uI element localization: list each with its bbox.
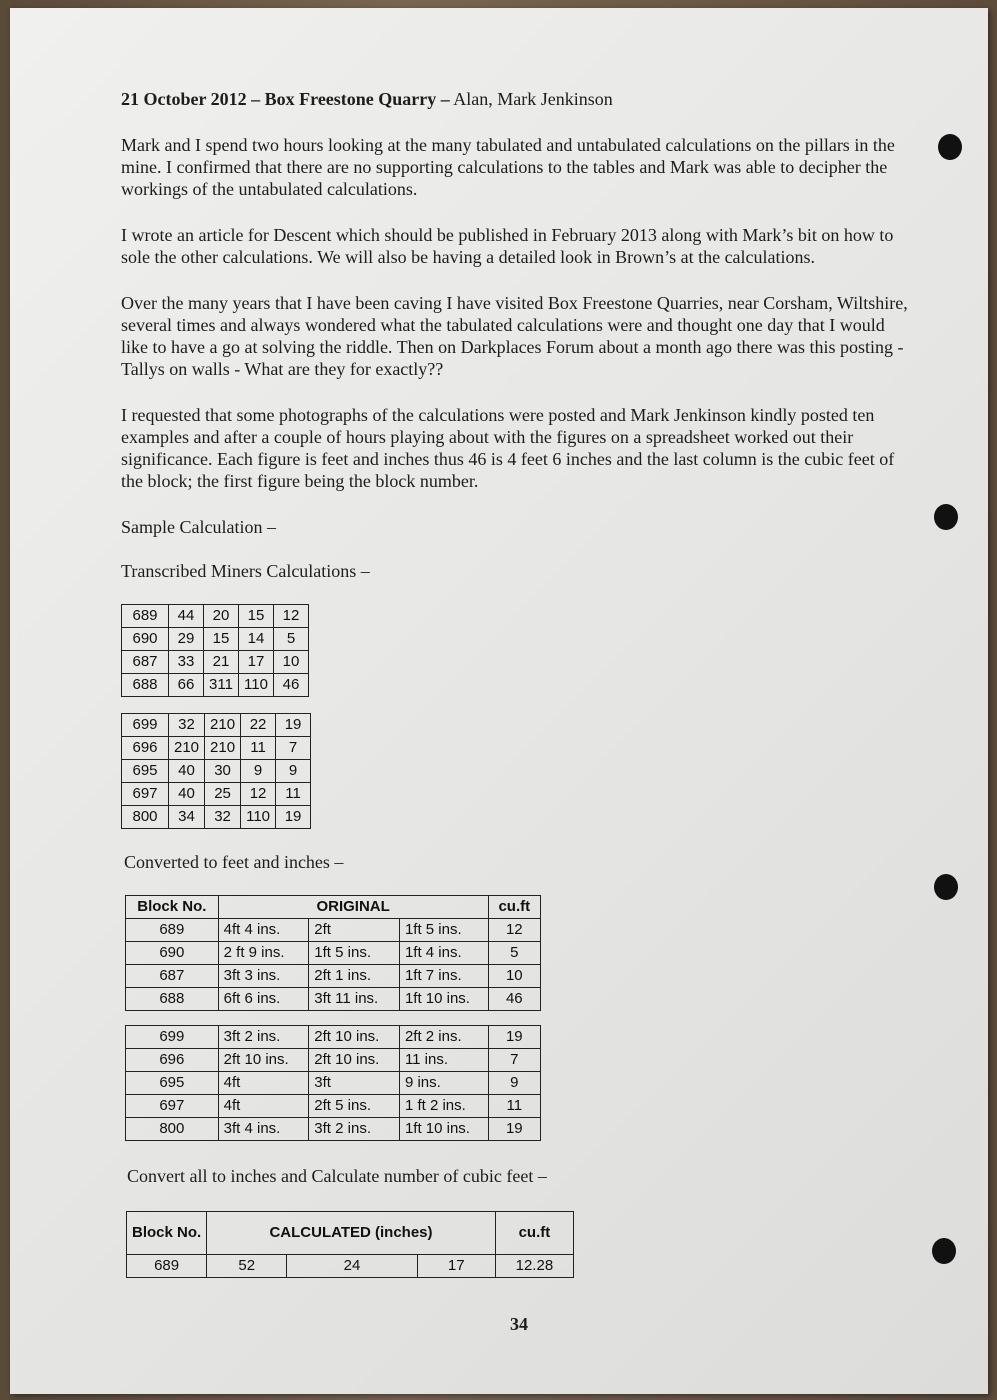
table-cell: 34 <box>169 806 205 829</box>
table-cell: 696 <box>122 737 169 760</box>
table-cell: 30 <box>205 760 241 783</box>
table-cell: 5 <box>488 942 540 965</box>
transcribed-table-1 <box>121 604 309 697</box>
table-cell: 15 <box>239 605 274 628</box>
table-cell: 1ft 5 ins. <box>399 919 488 942</box>
table-cell: 25 <box>205 783 241 806</box>
transcribed-calculations-label: Transcribed Miners Calculations – <box>121 561 370 581</box>
table-cell: 1ft 10 ins. <box>399 988 488 1011</box>
table-row <box>122 760 311 783</box>
table-cell: 800 <box>122 806 169 829</box>
table-cell: 688 <box>126 988 219 1011</box>
paragraph: Mark and I spend two hours looking at the many tabulated and untabulated calculations on the pillars in the mine. I confirmed that there are no supporting calculations to the tables and Mark was able to decipher the workings of the untabulated calculations. <box>121 135 895 199</box>
table-cell: 690 <box>122 628 169 651</box>
table-cell: 17 <box>239 651 274 674</box>
table-cell: 6ft 6 ins. <box>218 988 309 1011</box>
table-cell: 7 <box>488 1049 540 1072</box>
table-row <box>126 942 541 965</box>
entry-date-place: 21 October 2012 – Box Freestone Quarry – <box>121 89 450 109</box>
table-row <box>126 1072 541 1095</box>
page-number: 34 <box>510 1314 528 1334</box>
paragraph: I requested that some photographs of the calculations were posted and Mark Jenkinson kindly posted ten examples and after a couple of hours playing about with the figures on a spreadsheet worked out their significance. Each figure is feet and inches thus 46 is 4 feet 6 inches and the last column is the cubic feet of the block; the first figure being the block number. <box>121 405 895 491</box>
table-cell: 1ft 10 ins. <box>399 1118 488 1141</box>
table-cell: 11 <box>241 737 276 760</box>
table-row <box>122 651 309 674</box>
table-cell: 4ft <box>218 1095 309 1118</box>
table-cell: 11 <box>276 783 311 806</box>
table-row <box>122 783 311 806</box>
table-cell: 9 <box>276 760 311 783</box>
table-cell: 3ft 3 ins. <box>218 965 309 988</box>
paragraph: I wrote an article for Descent which should be published in February 2013 along with Mark’s bit on how to sole the other calculations. We will also be having a detailed look in Brown’s at the calculations. <box>121 225 894 267</box>
binder-hole <box>934 504 958 530</box>
table-cell: 12 <box>488 919 540 942</box>
table-row <box>126 1026 541 1049</box>
table-cell: 687 <box>126 965 219 988</box>
table-cell: 17 <box>417 1255 495 1278</box>
table-cell: 29 <box>169 628 204 651</box>
table-cell: 695 <box>126 1072 219 1095</box>
header-cuft: cu.ft <box>488 896 540 919</box>
table-cell: 5 <box>274 628 309 651</box>
table-cell: 12 <box>274 605 309 628</box>
table-cell: 33 <box>169 651 204 674</box>
table-row <box>122 714 311 737</box>
table-cell: 210 <box>205 737 241 760</box>
transcribed-table-2 <box>121 713 311 829</box>
table-cell: 690 <box>126 942 219 965</box>
table-row <box>126 919 541 942</box>
table-cell: 32 <box>205 806 241 829</box>
entry-people: Alan, Mark Jenkinson <box>449 89 613 109</box>
binder-hole <box>938 134 962 160</box>
table-cell: 10 <box>274 651 309 674</box>
entry-heading <box>121 88 911 110</box>
table-cell: 2ft 10 ins. <box>309 1049 400 1072</box>
table-row <box>126 965 541 988</box>
table-cell: 40 <box>169 760 205 783</box>
table-cell: 689 <box>126 919 219 942</box>
converted-label: Converted to feet and inches – <box>124 852 344 872</box>
table-cell: 800 <box>126 1118 219 1141</box>
table-row <box>126 1095 541 1118</box>
table-cell: 9 <box>488 1072 540 1095</box>
table-cell: 697 <box>122 783 169 806</box>
page-content <box>121 88 911 1278</box>
converted-table-1 <box>125 895 541 1011</box>
table-cell: 3ft <box>309 1072 400 1095</box>
table-cell: 19 <box>276 714 311 737</box>
table-cell: 3ft 2 ins. <box>309 1118 400 1141</box>
table-cell: 20 <box>204 605 239 628</box>
table-row <box>122 737 311 760</box>
table-cell: 695 <box>122 760 169 783</box>
table-cell: 110 <box>241 806 276 829</box>
table-cell: 52 <box>207 1255 287 1278</box>
table-cell: 311 <box>204 674 239 697</box>
table-cell: 15 <box>204 628 239 651</box>
converted-table-2 <box>125 1025 541 1141</box>
table-cell: 22 <box>241 714 276 737</box>
sample-calculation-label: Sample Calculation – <box>121 517 276 537</box>
table-cell: 9 ins. <box>399 1072 488 1095</box>
table-cell: 19 <box>488 1118 540 1141</box>
binder-hole <box>934 874 958 900</box>
binder-hole <box>932 1238 956 1264</box>
table-cell: 699 <box>126 1026 219 1049</box>
table-cell: 2ft 1 ins. <box>309 965 400 988</box>
table-cell: 66 <box>169 674 204 697</box>
table-cell: 4ft 4 ins. <box>218 919 309 942</box>
table-cell: 14 <box>239 628 274 651</box>
table-cell: 7 <box>276 737 311 760</box>
table-cell: 4ft <box>218 1072 309 1095</box>
calculated-table <box>126 1211 574 1278</box>
table-cell: 3ft 2 ins. <box>218 1026 309 1049</box>
table-cell: 696 <box>126 1049 219 1072</box>
header-block-no: Block No. <box>127 1212 207 1255</box>
table-cell: 1 ft 2 ins. <box>399 1095 488 1118</box>
table-cell: 24 <box>287 1255 417 1278</box>
table-row <box>126 1118 541 1141</box>
table-header-row <box>126 896 541 919</box>
table-cell: 10 <box>488 965 540 988</box>
table-cell: 32 <box>169 714 205 737</box>
table-cell: 12.28 <box>495 1255 573 1278</box>
table-cell: 12 <box>241 783 276 806</box>
table-cell: 1ft 7 ins. <box>399 965 488 988</box>
paragraph: Over the many years that I have been caving I have visited Box Freestone Quarries, near Corsham, Wiltshire, several times and always wondered what the tabulated calculations were and thought one day that I would like to have a go at solving the riddle. Then on Darkplaces Forum about a month ago there was this posting - Tallys on walls - What are they for exactly?? <box>121 293 908 379</box>
table-cell: 40 <box>169 783 205 806</box>
table-cell: 2ft 10 ins. <box>218 1049 309 1072</box>
table-cell: 689 <box>127 1255 207 1278</box>
table-cell: 19 <box>488 1026 540 1049</box>
table-cell: 699 <box>122 714 169 737</box>
header-calculated: CALCULATED (inches) <box>207 1212 496 1255</box>
table-row <box>122 806 311 829</box>
table-cell: 21 <box>204 651 239 674</box>
convert-all-label: Convert all to inches and Calculate number of cubic feet – <box>127 1166 547 1186</box>
table-cell: 2ft 2 ins. <box>399 1026 488 1049</box>
table-cell: 3ft 4 ins. <box>218 1118 309 1141</box>
header-cuft: cu.ft <box>495 1212 573 1255</box>
table-row <box>122 674 309 697</box>
table-cell: 2ft 10 ins. <box>309 1026 400 1049</box>
table-cell: 689 <box>122 605 169 628</box>
table-row <box>122 605 309 628</box>
table-cell: 2 ft 9 ins. <box>218 942 309 965</box>
table-cell: 1ft 4 ins. <box>399 942 488 965</box>
header-block-no: Block No. <box>126 896 219 919</box>
table-cell: 2ft <box>309 919 400 942</box>
header-original: ORIGINAL <box>218 896 488 919</box>
table-row <box>122 628 309 651</box>
table-row <box>126 1049 541 1072</box>
table-cell: 688 <box>122 674 169 697</box>
table-cell: 11 <box>488 1095 540 1118</box>
table-cell: 3ft 11 ins. <box>309 988 400 1011</box>
table-cell: 687 <box>122 651 169 674</box>
table-cell: 44 <box>169 605 204 628</box>
table-cell: 46 <box>488 988 540 1011</box>
table-cell: 9 <box>241 760 276 783</box>
table-cell: 1ft 5 ins. <box>309 942 400 965</box>
table-cell: 19 <box>276 806 311 829</box>
table-cell: 110 <box>239 674 274 697</box>
table-row <box>126 988 541 1011</box>
table-cell: 46 <box>274 674 309 697</box>
table-cell: 210 <box>169 737 205 760</box>
table-cell: 11 ins. <box>399 1049 488 1072</box>
table-header-row <box>127 1212 574 1255</box>
table-cell: 2ft 5 ins. <box>309 1095 400 1118</box>
table-row <box>127 1255 574 1278</box>
table-cell: 697 <box>126 1095 219 1118</box>
table-cell: 210 <box>205 714 241 737</box>
